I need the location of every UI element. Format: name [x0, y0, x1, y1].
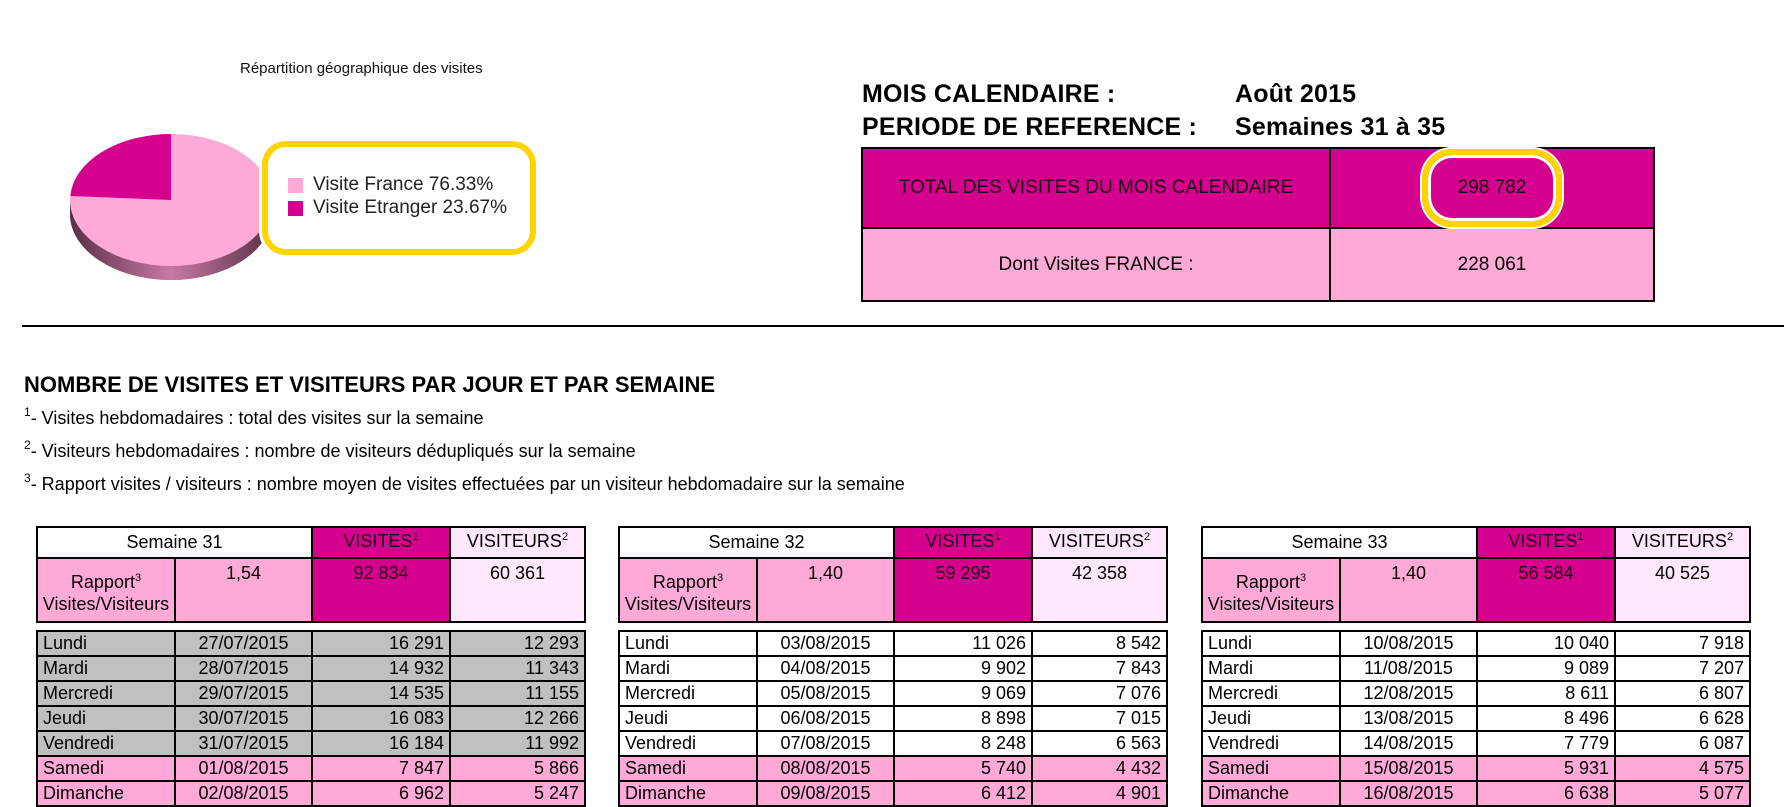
day-visiteurs: 6 628: [1616, 707, 1749, 730]
week-visites-total: 59 295: [895, 559, 1033, 621]
legend-item-france: [288, 174, 493, 196]
day-name: Mercredi: [38, 682, 176, 705]
pie-chart-graphic: [66, 122, 276, 290]
day-date: 01/08/2015: [176, 757, 313, 780]
total-visits-label: TOTAL DES VISITES DU MOIS CALENDAIRE: [863, 149, 1331, 229]
day-name: Vendredi: [620, 732, 758, 755]
day-visites: 7 847: [313, 757, 451, 780]
pie-chart: [66, 122, 276, 290]
visiteurs-header-label: VISITEURS: [1631, 531, 1727, 551]
day-visiteurs: 11 343: [451, 657, 584, 680]
footnote-1-marker: 1: [24, 405, 31, 419]
rapport-label-text: Rapport: [1235, 572, 1300, 592]
visiteurs-header: [1616, 528, 1749, 559]
footnote-2: [24, 438, 636, 462]
week-visiteurs-total: 60 361: [451, 559, 584, 621]
visiteurs-header-marker: 2: [1143, 531, 1151, 543]
day-visites: 9 069: [895, 682, 1033, 705]
section-title: NOMBRE DE VISITES ET VISITEURS PAR JOUR ET PAR SEMAINE: [24, 372, 716, 397]
footnote-3-marker: 3: [24, 471, 31, 485]
day-name: Vendredi: [38, 732, 176, 755]
day-visites: 16 291: [313, 632, 451, 655]
table-row: [1203, 632, 1749, 657]
day-visites: 7 779: [1478, 732, 1616, 755]
day-date: 31/07/2015: [176, 732, 313, 755]
day-visites: 8 611: [1478, 682, 1616, 705]
day-date: 06/08/2015: [758, 707, 895, 730]
day-visites: 5 931: [1478, 757, 1616, 780]
visites-header: [313, 528, 451, 559]
footnote-1-text: - Visites hebdomadaires : total des visites sur la semaine: [30, 408, 484, 428]
visites-header-marker: 1: [412, 531, 419, 543]
table-row: [38, 707, 584, 732]
day-name: Dimanche: [38, 782, 176, 805]
week-visiteurs-total: 42 358: [1033, 559, 1166, 621]
rapport-label: [1203, 559, 1341, 621]
table-row: [1203, 757, 1749, 782]
mois-calendaire-label: MOIS CALENDAIRE :: [862, 80, 1116, 108]
day-name: Samedi: [620, 757, 758, 780]
day-name: Vendredi: [1203, 732, 1341, 755]
day-visiteurs: 4 901: [1033, 782, 1166, 805]
rapport-value: 1,40: [758, 559, 895, 621]
day-name: Jeudi: [620, 707, 758, 730]
footnote-3-text: - Rapport visites / visiteurs : nombre moyen de visites effectuées par un visiteur hebdomadaire sur la semaine: [30, 474, 905, 494]
week-days: [36, 630, 586, 807]
day-date: 05/08/2015: [758, 682, 895, 705]
visites-header-label: VISITES: [1508, 531, 1578, 551]
week-summary: [36, 526, 586, 623]
day-date: 04/08/2015: [758, 657, 895, 680]
day-date: 14/08/2015: [1341, 732, 1478, 755]
week-table: [1201, 526, 1751, 807]
day-visites: 8 898: [895, 707, 1033, 730]
day-visites: 14 932: [313, 657, 451, 680]
footnote-2-text: - Visiteurs hebdomadaires : nombre de visiteurs dédupliqués sur la semaine: [30, 441, 636, 461]
visiteurs-header-marker: 2: [1726, 531, 1734, 543]
total-visits-value: 298 782: [1457, 177, 1527, 198]
visites-header-marker: 1: [994, 531, 1001, 543]
periode-reference-value: Semaines 31 à 35: [1235, 113, 1446, 141]
day-name: Lundi: [620, 632, 758, 655]
week-table: [618, 526, 1168, 807]
week-table: [36, 526, 586, 807]
day-date: 16/08/2015: [1341, 782, 1478, 805]
rapport-label: [620, 559, 758, 621]
week-days: [618, 630, 1168, 807]
table-row: [620, 707, 1166, 732]
mois-calendaire-value: Août 2015: [1235, 80, 1357, 108]
table-row: [38, 682, 584, 707]
chart-legend: [262, 141, 536, 255]
week-title: Semaine 32: [620, 528, 895, 559]
table-row: [38, 757, 584, 782]
day-visites: 5 740: [895, 757, 1033, 780]
day-visites: 6 412: [895, 782, 1033, 805]
visiteurs-header-marker: 2: [561, 531, 569, 543]
week-summary: [1201, 526, 1751, 623]
rapport-label-marker: 3: [716, 572, 724, 584]
day-name: Mardi: [38, 657, 176, 680]
day-visiteurs: 11 992: [451, 732, 584, 755]
legend-swatch-etranger: [288, 201, 303, 216]
table-row: [620, 757, 1166, 782]
day-name: Mercredi: [1203, 682, 1341, 705]
day-visites: 10 040: [1478, 632, 1616, 655]
day-visites: 9 902: [895, 657, 1033, 680]
day-date: 28/07/2015: [176, 657, 313, 680]
day-visites: 6 962: [313, 782, 451, 805]
table-row: [620, 632, 1166, 657]
day-visiteurs: 6 087: [1616, 732, 1749, 755]
visiteurs-header-label: VISITEURS: [466, 531, 562, 551]
day-visites: 6 638: [1478, 782, 1616, 805]
visites-header: [895, 528, 1033, 559]
footnote-3: [24, 471, 905, 495]
totals-table: [861, 147, 1655, 302]
day-date: 09/08/2015: [758, 782, 895, 805]
legend-swatch-france: [288, 178, 303, 193]
table-row: [1203, 682, 1749, 707]
week-visites-total: 56 584: [1478, 559, 1616, 621]
week-title: Semaine 33: [1203, 528, 1478, 559]
france-visits-value: 228 061: [1331, 229, 1653, 300]
table-row: [1203, 732, 1749, 757]
day-date: 11/08/2015: [1341, 657, 1478, 680]
day-name: Samedi: [38, 757, 176, 780]
day-visiteurs: 12 293: [451, 632, 584, 655]
rapport-value: 1,54: [176, 559, 313, 621]
day-name: Dimanche: [1203, 782, 1341, 805]
table-row: [38, 732, 584, 757]
day-date: 07/08/2015: [758, 732, 895, 755]
day-visiteurs: 5 247: [451, 782, 584, 805]
day-visiteurs: 8 542: [1033, 632, 1166, 655]
day-visiteurs: 12 266: [451, 707, 584, 730]
visites-header-label: VISITES: [343, 531, 413, 551]
day-visiteurs: 7 918: [1616, 632, 1749, 655]
day-visites: 9 089: [1478, 657, 1616, 680]
day-date: 12/08/2015: [1341, 682, 1478, 705]
day-date: 03/08/2015: [758, 632, 895, 655]
table-row: [1203, 707, 1749, 732]
section-divider: [22, 325, 1784, 327]
day-visiteurs: 7 207: [1616, 657, 1749, 680]
day-date: 13/08/2015: [1341, 707, 1478, 730]
day-date: 27/07/2015: [176, 632, 313, 655]
legend-label-etranger: Visite Etranger 23.67%: [313, 197, 507, 218]
rapport-label-marker: 3: [1299, 572, 1307, 584]
visiteurs-header: [451, 528, 584, 559]
day-date: 08/08/2015: [758, 757, 895, 780]
table-row: [1203, 782, 1749, 807]
legend-item-etranger: [288, 197, 507, 219]
day-visiteurs: 5 077: [1616, 782, 1749, 805]
day-visites: 16 083: [313, 707, 451, 730]
rapport-label-sub: Visites/Visiteurs: [624, 594, 752, 614]
visiteurs-header-label: VISITEURS: [1048, 531, 1144, 551]
week-days: [1201, 630, 1751, 807]
table-row: [38, 657, 584, 682]
footnote-1: [24, 405, 484, 429]
day-visiteurs: 11 155: [451, 682, 584, 705]
day-date: 15/08/2015: [1341, 757, 1478, 780]
day-name: Jeudi: [38, 707, 176, 730]
day-visites: 16 184: [313, 732, 451, 755]
week-visiteurs-total: 40 525: [1616, 559, 1749, 621]
day-visiteurs: 7 843: [1033, 657, 1166, 680]
day-date: 30/07/2015: [176, 707, 313, 730]
rapport-label-sub: Visites/Visiteurs: [42, 594, 170, 614]
day-visites: 14 535: [313, 682, 451, 705]
week-summary: [618, 526, 1168, 623]
day-date: 29/07/2015: [176, 682, 313, 705]
day-visiteurs: 7 076: [1033, 682, 1166, 705]
rapport-label: [38, 559, 176, 621]
day-visites: 8 496: [1478, 707, 1616, 730]
pie-slice-etranger: [70, 134, 171, 200]
total-visits-cell: [1331, 149, 1653, 229]
day-visiteurs: 6 563: [1033, 732, 1166, 755]
week-title: Semaine 31: [38, 528, 313, 559]
day-visiteurs: 4 575: [1616, 757, 1749, 780]
rapport-label-text: Rapport: [70, 572, 135, 592]
day-visiteurs: 5 866: [451, 757, 584, 780]
day-name: Dimanche: [620, 782, 758, 805]
table-row: [38, 782, 584, 807]
table-row: [38, 632, 584, 657]
day-visiteurs: 7 015: [1033, 707, 1166, 730]
table-row: [620, 657, 1166, 682]
visites-header-label: VISITES: [925, 531, 995, 551]
rapport-label-sub: Visites/Visiteurs: [1207, 594, 1335, 614]
france-visits-label: Dont Visites FRANCE :: [863, 229, 1331, 300]
day-date: 02/08/2015: [176, 782, 313, 805]
day-visites: 11 026: [895, 632, 1033, 655]
rapport-label-text: Rapport: [652, 572, 717, 592]
day-name: Lundi: [1203, 632, 1341, 655]
total-visits-highlight: [1422, 149, 1562, 227]
footnote-2-marker: 2: [24, 438, 31, 452]
day-date: 10/08/2015: [1341, 632, 1478, 655]
day-name: Lundi: [38, 632, 176, 655]
day-name: Mardi: [1203, 657, 1341, 680]
table-row: [620, 682, 1166, 707]
day-visites: 8 248: [895, 732, 1033, 755]
rapport-value: 1,40: [1341, 559, 1478, 621]
day-name: Jeudi: [1203, 707, 1341, 730]
periode-reference-label: PERIODE DE REFERENCE :: [862, 113, 1198, 141]
legend-label-france: Visite France 76.33%: [313, 174, 494, 195]
table-row: [620, 782, 1166, 807]
table-row: [1203, 657, 1749, 682]
visites-header-marker: 1: [1577, 531, 1584, 543]
day-name: Mercredi: [620, 682, 758, 705]
chart-title: Répartition géographique des visites: [240, 60, 483, 77]
table-row: [620, 732, 1166, 757]
rapport-label-marker: 3: [134, 572, 142, 584]
day-name: Mardi: [620, 657, 758, 680]
week-visites-total: 92 834: [313, 559, 451, 621]
day-name: Samedi: [1203, 757, 1341, 780]
day-visiteurs: 6 807: [1616, 682, 1749, 705]
visites-header: [1478, 528, 1616, 559]
visiteurs-header: [1033, 528, 1166, 559]
day-visiteurs: 4 432: [1033, 757, 1166, 780]
